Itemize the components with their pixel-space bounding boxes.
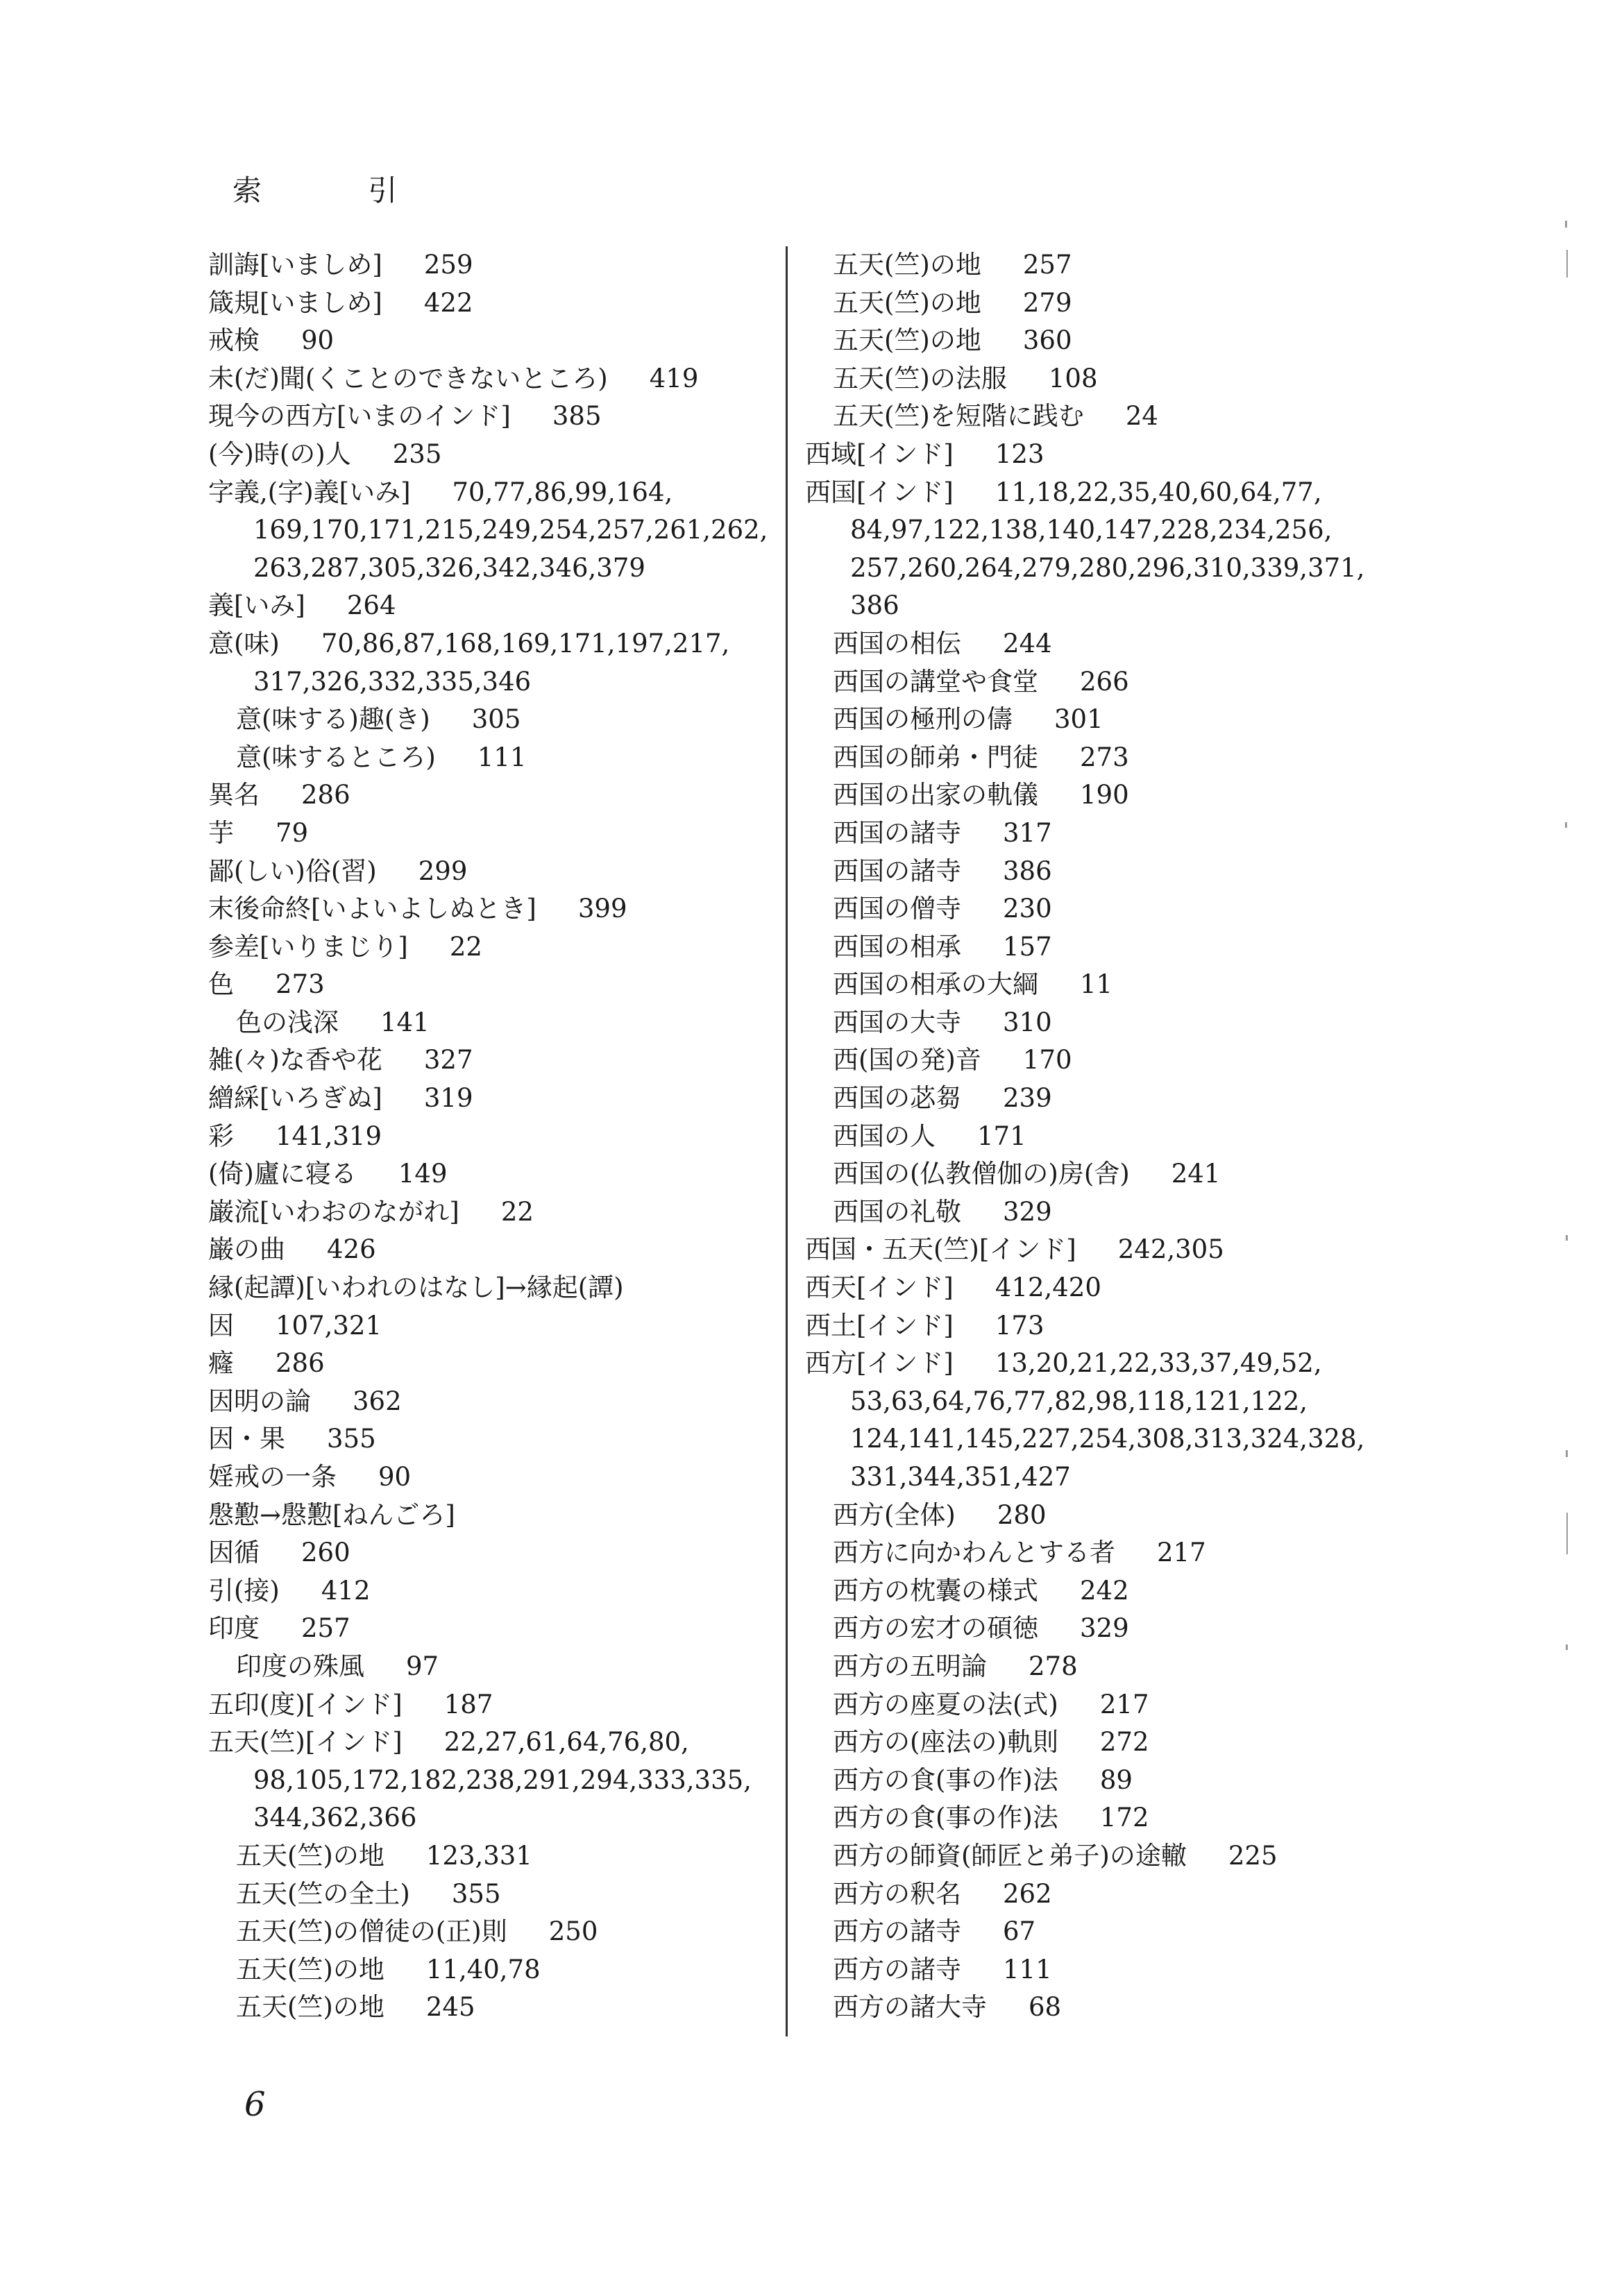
index-term: 西国の相承の大綱 (833, 969, 1038, 1000)
index-term: 意(味) (208, 628, 280, 658)
index-pages: 280 (997, 1499, 1047, 1530)
index-pages: 22 (500, 1196, 534, 1227)
index-term: 西方の五明論 (833, 1651, 987, 1681)
index-entry (208, 1004, 763, 1042)
index-pages: 173 (995, 1310, 1044, 1341)
index-entry (208, 1876, 763, 1914)
index-term: 字義,(字)義[いみ] (208, 477, 411, 507)
index-pages: 329 (1003, 1196, 1052, 1227)
index-term: 因・果 (208, 1424, 285, 1454)
index-pages: 111 (477, 742, 527, 772)
index-entry (805, 1989, 1430, 2027)
index-term: 因 (208, 1310, 234, 1341)
index-pages: 123 (995, 439, 1044, 469)
index-pages: 79 (276, 817, 309, 848)
index-term: 五天(竺)の地 (833, 325, 981, 356)
index-entry (805, 1876, 1430, 1914)
index-entry (208, 1951, 763, 1989)
index-term: 彩 (208, 1121, 234, 1151)
index-pages: 217 (1099, 1689, 1149, 1719)
index-term: 西国の出家の軌儀 (833, 780, 1038, 810)
index-pages: 299 (418, 856, 468, 886)
page-heading: 索 引 (232, 173, 446, 207)
index-pages: 70,77,86,99,164, (452, 477, 673, 507)
index-entry (805, 1118, 1430, 1156)
index-pages: 262 (1003, 1878, 1052, 1909)
index-pages: 360 (1022, 325, 1072, 356)
index-pages-continuation: 263,287,305,326,342,346,379 (253, 552, 645, 583)
index-entry (805, 1610, 1430, 1648)
index-pages-continuation: 53,63,64,76,77,82,98,118,121,122, (850, 1386, 1308, 1416)
index-pages: 230 (1003, 894, 1052, 924)
index-pages: 257 (1022, 250, 1072, 280)
index-term: 繒綵[いろぎぬ] (208, 1083, 382, 1114)
index-entry (805, 776, 1430, 815)
index-entry (805, 1572, 1430, 1610)
index-pages: 329 (1080, 1613, 1129, 1644)
index-entry (208, 1155, 763, 1193)
index-entry (208, 1534, 763, 1572)
index-term: 箴規[いましめ] (208, 287, 382, 318)
index-pages: 355 (327, 1424, 376, 1454)
index-entry (805, 1951, 1430, 1989)
index-entry (805, 474, 1430, 512)
index-entry (208, 815, 763, 853)
index-term: 西方の諸寺 (833, 1954, 961, 1984)
index-entry (805, 1648, 1430, 1686)
index-entry (805, 1686, 1430, 1724)
index-pages: 239 (1003, 1083, 1052, 1114)
index-pages-continuation: 317,326,332,335,346 (253, 666, 532, 697)
index-entry (805, 1155, 1430, 1193)
index-pages: 422 (423, 287, 473, 318)
index-pages: 272 (1099, 1727, 1149, 1758)
index-pages: 141 (380, 1007, 430, 1037)
index-entry (805, 1231, 1430, 1269)
index-term: 印度 (208, 1613, 260, 1644)
index-term: 慇懃→慇懃[ねんごろ] (208, 1499, 455, 1530)
index-entry (805, 1762, 1430, 1800)
index-pages-continuation: 257,260,264,279,280,296,310,339,371, (850, 552, 1365, 583)
index-entry (208, 1080, 763, 1118)
index-term: 西方の宏才の碩徳 (833, 1613, 1038, 1644)
index-pages: 90 (301, 325, 335, 356)
index-pages: 90 (378, 1462, 412, 1492)
index-entry (208, 928, 763, 967)
index-column-left (208, 246, 768, 2027)
index-term: 西方の枕囊の様式 (833, 1575, 1038, 1606)
index-term: 西方の座夏の法(式) (833, 1689, 1058, 1719)
index-entry (208, 701, 763, 739)
index-pages: 317 (1003, 817, 1052, 848)
index-term: 現今の西方[いまのインド] (208, 401, 511, 432)
index-pages: 108 (1048, 363, 1098, 393)
index-pages-continuation: 331,344,351,427 (850, 1462, 1071, 1492)
index-entry (208, 776, 763, 815)
index-term: 西国の諸寺 (833, 856, 961, 886)
index-pages: 273 (276, 969, 325, 1000)
index-pages: 266 (1080, 666, 1129, 697)
index-pages: 123,331 (425, 1840, 532, 1871)
index-pages: 89 (1099, 1764, 1133, 1795)
index-entry (208, 1345, 763, 1383)
index-entry (208, 1686, 763, 1724)
index-pages: 11 (1080, 969, 1113, 1000)
index-term: 西土[インド] (805, 1310, 954, 1341)
index-entry (208, 246, 763, 284)
index-pages: 242,305 (1117, 1234, 1224, 1265)
index-term: 色 (208, 969, 234, 1000)
index-entry (805, 1193, 1430, 1232)
index-entry (805, 928, 1430, 967)
index-entry (208, 398, 763, 436)
index-term: 西国の極刑の儔 (833, 704, 1013, 735)
index-entry (805, 1534, 1430, 1572)
index-pages: 68 (1029, 1992, 1062, 2023)
index-pages: 111 (1003, 1954, 1052, 1984)
index-term: 印度の殊風 (236, 1651, 364, 1681)
index-entry (805, 1307, 1430, 1345)
index-pages: 385 (552, 401, 602, 432)
index-pages: 235 (392, 439, 442, 469)
index-entry (208, 966, 763, 1004)
index-pages: 386 (1003, 856, 1052, 886)
index-entry (805, 1799, 1430, 1837)
index-entry (208, 1913, 763, 1951)
index-term: 五天(竺)を短階に践む (833, 401, 1084, 432)
index-entry (805, 1913, 1430, 1951)
index-entry (208, 474, 763, 512)
scan-speck (1566, 1513, 1568, 1554)
index-pages: 419 (649, 363, 699, 393)
index-pages: 242 (1080, 1575, 1129, 1606)
index-term: 因循 (208, 1538, 260, 1568)
index-pages: 172 (1099, 1803, 1149, 1833)
index-pages: 327 (423, 1045, 473, 1075)
index-term: 縁(起譚)[いわれのはなし]→縁起(譚) (208, 1273, 624, 1303)
index-pages: 149 (398, 1159, 448, 1189)
index-entry (805, 360, 1430, 398)
index-entry (805, 436, 1430, 474)
index-entry (805, 890, 1430, 928)
index-term: 巌流[いわおのながれ] (208, 1196, 459, 1227)
index-term: 西方[インド] (805, 1348, 954, 1379)
index-term: 西(国の発)音 (833, 1045, 981, 1075)
index-term: 西国・五天(竺)[インド] (805, 1234, 1076, 1265)
index-pages: 24 (1125, 401, 1158, 432)
index-term: 西方の食(事の作)法 (833, 1764, 1058, 1795)
index-term: 異名 (208, 780, 260, 810)
index-pages: 319 (423, 1083, 473, 1114)
index-entry (208, 1231, 763, 1269)
index-pages: 310 (1003, 1007, 1052, 1037)
index-entry (208, 360, 763, 398)
index-term: 西方の諸大寺 (833, 1992, 987, 2023)
index-term: (倚)廬に寝る (208, 1159, 357, 1189)
index-pages-continuation: 344,362,366 (253, 1803, 417, 1833)
scan-speck (1566, 250, 1568, 278)
index-pages: 171 (977, 1121, 1026, 1151)
index-term: 意(味するところ) (236, 742, 436, 772)
index-entry (805, 322, 1430, 360)
index-term: 西域[インド] (805, 439, 954, 469)
index-entry (208, 1989, 763, 2027)
index-term: 五天(竺)の法服 (833, 363, 1007, 393)
index-term: 五天(竺)の地 (236, 1840, 384, 1871)
index-pages: 11,40,78 (425, 1954, 541, 1984)
index-term: 五天(竺)の僧徒の(正)則 (236, 1916, 507, 1947)
scan-speck (1566, 1450, 1568, 1457)
index-entry (208, 284, 763, 323)
index-entry (208, 1610, 763, 1648)
index-term: 義[いみ] (208, 590, 305, 621)
index-term: 西方の釈名 (833, 1878, 961, 1909)
index-column-right (805, 246, 1430, 2027)
index-pages: 225 (1228, 1840, 1278, 1871)
index-pages: 13,20,21,22,33,37,49,52, (995, 1348, 1322, 1379)
index-pages: 241 (1171, 1159, 1221, 1189)
index-pages: 190 (1080, 780, 1129, 810)
index-pages: 244 (1003, 628, 1052, 658)
index-pages-continuation: 169,170,171,215,249,254,257,261,262, (253, 515, 768, 545)
index-term: 末後命終[いよいよしぬとき] (208, 894, 536, 924)
index-pages-continuation: 84,97,122,138,140,147,228,234,256, (850, 515, 1333, 545)
index-entry (805, 966, 1430, 1004)
index-pages-continuation: 124,141,145,227,254,308,313,324,328, (850, 1424, 1365, 1454)
index-entry (805, 815, 1430, 853)
index-entry (805, 1004, 1430, 1042)
index-pages: 22,27,61,64,76,80, (443, 1727, 689, 1758)
index-entry (805, 1497, 1430, 1535)
scan-speck (1566, 1644, 1568, 1650)
index-entry (208, 1420, 763, 1459)
index-entry (208, 1041, 763, 1080)
index-term: 芋 (208, 817, 234, 848)
index-entry (805, 701, 1430, 739)
index-term: 因明の論 (208, 1386, 311, 1416)
index-term: 西国の礼敬 (833, 1196, 961, 1227)
index-pages: 412 (321, 1575, 371, 1606)
index-term: 五天(竺)[インド] (208, 1727, 403, 1758)
index-entry (208, 1459, 763, 1497)
index-term: 色の浅深 (236, 1007, 339, 1037)
column-divider (786, 246, 788, 2036)
index-term: 西天[インド] (805, 1273, 954, 1303)
index-entry (805, 1041, 1430, 1080)
index-pages: 278 (1029, 1651, 1078, 1681)
index-term: 西方の(座法の)軌則 (833, 1727, 1058, 1758)
index-pages: 273 (1080, 742, 1129, 772)
index-pages: 264 (346, 590, 396, 621)
index-pages: 97 (406, 1651, 439, 1681)
index-entry (805, 284, 1430, 323)
index-pages: 260 (301, 1538, 350, 1568)
index-entry (805, 1837, 1430, 1876)
index-entry (805, 663, 1430, 701)
index-entry (208, 853, 763, 891)
index-entry (805, 853, 1430, 891)
index-entry (805, 1269, 1430, 1307)
index-term: 西方(全体) (833, 1499, 956, 1530)
index-term: 五印(度)[インド] (208, 1689, 403, 1719)
index-term: (今)時(の)人 (208, 439, 351, 469)
index-entry (208, 625, 763, 663)
index-term: 西国の相伝 (833, 628, 961, 658)
index-entry (208, 1648, 763, 1686)
scan-speck (1566, 1235, 1568, 1241)
index-term: 未(だ)聞(くことのできないところ) (208, 363, 608, 393)
index-entry (805, 1080, 1430, 1118)
index-pages: 245 (425, 1992, 475, 2023)
index-entry (208, 1118, 763, 1156)
index-term: 五天(竺)の地 (236, 1954, 384, 1984)
index-entry (208, 1269, 763, 1307)
index-pages: 362 (353, 1386, 402, 1416)
scan-speck (1565, 822, 1567, 828)
index-term: 婬戒の一条 (208, 1462, 337, 1492)
page-number: 6 (244, 2085, 266, 2124)
index-term: 西国の相承 (833, 931, 961, 962)
index-entry (208, 1383, 763, 1421)
index-term: 五天(竺)の地 (833, 287, 981, 318)
index-entry (805, 398, 1430, 436)
index-term: 雑(々)な香や花 (208, 1045, 382, 1075)
index-entry (805, 1345, 1430, 1383)
index-pages: 141,319 (276, 1121, 382, 1151)
index-term: 癃 (208, 1348, 234, 1379)
index-pages: 286 (276, 1348, 325, 1379)
index-term: 西国の苾芻 (833, 1083, 961, 1114)
index-pages: 305 (471, 704, 521, 735)
index-pages: 301 (1054, 704, 1103, 735)
index-term: 鄙(しい)俗(習) (208, 856, 377, 886)
index-entry (208, 322, 763, 360)
index-pages: 355 (451, 1878, 501, 1909)
index-entry (208, 1193, 763, 1232)
index-pages: 250 (548, 1916, 598, 1947)
index-term: 西国の諸寺 (833, 817, 961, 848)
index-pages: 259 (423, 250, 473, 280)
index-pages-continuation: 98,105,172,182,238,291,294,333,335, (253, 1764, 752, 1795)
index-pages: 107,321 (276, 1310, 382, 1341)
index-pages: 67 (1003, 1916, 1036, 1947)
index-term: 五天(竺)の地 (236, 1992, 384, 2023)
index-pages: 412,420 (995, 1273, 1101, 1303)
index-term: 西国[インド] (805, 477, 954, 507)
index-entry (208, 1837, 763, 1876)
index-entry (805, 625, 1430, 663)
index-pages: 157 (1003, 931, 1052, 962)
index-pages: 399 (577, 894, 627, 924)
index-term: 五天(竺の全土) (236, 1878, 410, 1909)
index-entry (208, 1307, 763, 1345)
index-entry (208, 587, 763, 625)
index-term: 西国の(仏教僧伽の)房(舎) (833, 1159, 1130, 1189)
index-pages-continuation: 386 (850, 590, 899, 621)
index-pages: 187 (443, 1689, 493, 1719)
index-pages: 11,18,22,35,40,60,64,77, (995, 477, 1322, 507)
index-term: 西国の僧寺 (833, 894, 961, 924)
index-entry (208, 1724, 763, 1762)
index-entry (208, 890, 763, 928)
index-term: 西方の師資(師匠と弟子)の途轍 (833, 1840, 1187, 1871)
index-entry (208, 1497, 763, 1535)
index-pages: 22 (449, 931, 482, 962)
index-entry (208, 1572, 763, 1610)
index-pages: 170 (1022, 1045, 1072, 1075)
index-entry (805, 739, 1430, 777)
index-term: 訓誨[いましめ] (208, 250, 382, 280)
index-pages: 279 (1022, 287, 1072, 318)
index-entry (208, 739, 763, 777)
index-pages: 286 (301, 780, 350, 810)
index-term: 西国の講堂や食堂 (833, 666, 1038, 697)
index-term: 引(接) (208, 1575, 280, 1606)
index-term: 巌の曲 (208, 1234, 285, 1265)
index-entry (805, 246, 1430, 284)
index-entry (805, 1724, 1430, 1762)
index-entry (208, 436, 763, 474)
index-term: 五天(竺)の地 (833, 250, 981, 280)
index-term: 参差[いりまじり] (208, 931, 408, 962)
index-term: 西方の諸寺 (833, 1916, 961, 1947)
index-term: 西方に向かわんとする者 (833, 1538, 1115, 1568)
index-term: 戒検 (208, 325, 260, 356)
index-pages: 70,86,87,168,169,171,197,217, (321, 628, 730, 658)
index-term: 意(味する)趣(き) (236, 704, 430, 735)
index-pages: 217 (1157, 1538, 1206, 1568)
scan-speck (1565, 221, 1567, 228)
index-pages: 426 (327, 1234, 376, 1265)
index-term: 西国の師弟・門徒 (833, 742, 1038, 772)
index-term: 西方の食(事の作)法 (833, 1803, 1058, 1833)
index-term: 西国の大寺 (833, 1007, 961, 1037)
index-pages: 257 (301, 1613, 350, 1644)
index-term: 西国の人 (833, 1121, 936, 1151)
